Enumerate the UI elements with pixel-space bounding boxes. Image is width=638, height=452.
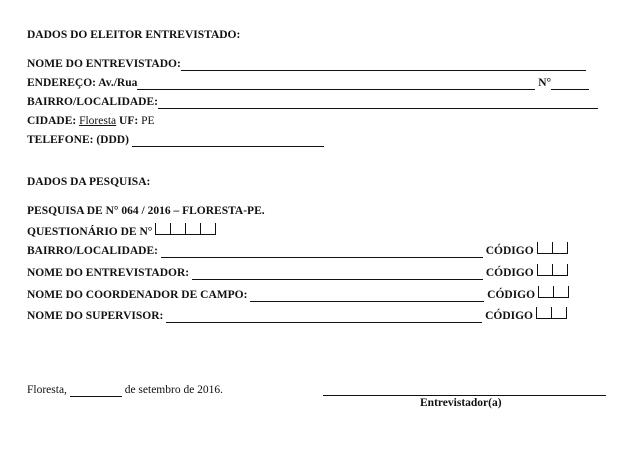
supervisor-field[interactable] [166, 311, 482, 323]
signature-line[interactable] [323, 383, 606, 396]
entrevistador-field[interactable] [192, 268, 483, 280]
bairro-label: BAIRRO/LOCALIDADE: [27, 96, 158, 108]
numero-label: N° [538, 77, 552, 89]
telefone-field[interactable] [132, 135, 324, 147]
section-title-pesquisa: DADOS DA PESQUISA: [27, 176, 151, 188]
supervisor-row [27, 307, 567, 323]
coordenador-code-label: CÓDIGO [487, 289, 536, 301]
pesquisa-bairro-code-boxes[interactable] [537, 245, 568, 257]
signature-label: Entrevistador(a) [420, 397, 502, 409]
coordenador-code-boxes[interactable] [538, 289, 569, 301]
date-row [27, 383, 223, 397]
telefone-label: TELEFONE: (DDD) [27, 134, 129, 146]
endereco-row [27, 76, 589, 90]
entrevistador-label: NOME DO ENTREVISTADOR: [27, 267, 190, 279]
pesquisa-bairro-label: BAIRRO/LOCALIDADE: [27, 245, 158, 257]
questionario-label: QUESTIONÁRIO DE N° [27, 226, 153, 238]
entrevistador-row [27, 264, 568, 280]
coordenador-label: NOME DO COORDENADOR DE CAMPO: [27, 289, 248, 301]
endereco-field[interactable] [137, 78, 535, 90]
uf-label: UF: [119, 115, 139, 127]
uf-value: PE [141, 115, 155, 127]
bairro-row [27, 95, 598, 109]
coordenador-row [27, 286, 569, 302]
bairro-field[interactable] [158, 97, 598, 109]
endereco-label: ENDEREÇO: Av./Rua [27, 77, 138, 89]
coordenador-field[interactable] [250, 290, 484, 302]
section-title-eleitor: DADOS DO ELEITOR ENTREVISTADO: [27, 29, 241, 41]
nome-entrevistado-row [27, 57, 586, 71]
cidade-value: Floresta [79, 115, 117, 127]
pesquisa-bairro-code-label: CÓDIGO [485, 245, 534, 257]
date-suffix-text: de setembro de 2016. [124, 384, 224, 396]
telefone-row [27, 133, 324, 147]
supervisor-code-label: CÓDIGO [485, 310, 533, 322]
supervisor-label: NOME DO SUPERVISOR: [27, 310, 164, 322]
pesquisa-line: PESQUISA DE N° 064 / 2016 – FLORESTA-PE. [27, 205, 265, 217]
entrevistador-code-boxes[interactable] [537, 267, 568, 279]
nome-entrevistado-field[interactable] [181, 59, 586, 71]
questionario-row [27, 223, 216, 239]
pesquisa-bairro-row [27, 242, 568, 258]
nome-entrevistado-label: NOME DO ENTREVISTADO: [27, 58, 181, 70]
pesquisa-bairro-field[interactable] [161, 246, 483, 258]
supervisor-code-boxes[interactable] [536, 310, 567, 322]
day-field[interactable] [70, 385, 122, 397]
entrevistador-code-label: CÓDIGO [485, 267, 534, 279]
numero-field[interactable] [551, 78, 589, 90]
questionario-code-boxes[interactable] [155, 226, 216, 238]
cidade-row [27, 114, 154, 128]
place-text: Floresta, [27, 384, 67, 396]
cidade-label: CIDADE: [27, 115, 77, 127]
